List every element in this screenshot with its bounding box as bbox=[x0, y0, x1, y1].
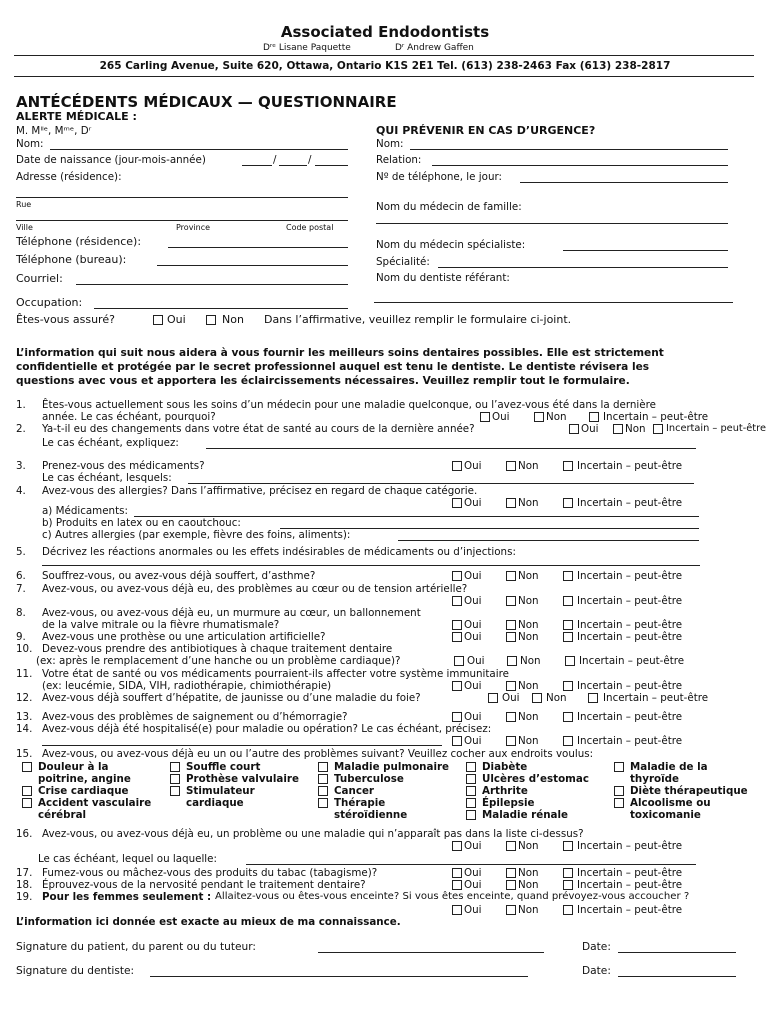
condition-label: Accident vasculaire bbox=[38, 797, 152, 809]
dob-month-field[interactable] bbox=[279, 165, 307, 166]
q6-maybe-label: Incertain – peut-être bbox=[577, 570, 683, 582]
postal-label: Code postal bbox=[286, 223, 334, 232]
dob-day-field[interactable] bbox=[242, 165, 272, 166]
q4-no-checkbox[interactable] bbox=[506, 498, 516, 508]
condition-label: toxicomanie bbox=[630, 809, 701, 821]
q16-text: Avez-vous, ou avez-vous déjà eu, un problème ou une maladie qui n’apparaît pas dans la liste ci-dessus? bbox=[42, 828, 584, 840]
q18-yes-checkbox[interactable] bbox=[452, 880, 462, 890]
q8-maybe-label: Incertain – peut-être bbox=[577, 619, 683, 631]
q16-no-label: Non bbox=[518, 840, 539, 852]
q-number: 6. bbox=[16, 570, 26, 582]
q17-text: Fumez-vous ou mâchez-vous des produits du tabac (tabagisme)? bbox=[42, 867, 378, 879]
q19-maybe-checkbox[interactable] bbox=[563, 905, 573, 915]
condition-label: Prothèse valvulaire bbox=[186, 773, 299, 785]
q4-yes-label: Oui bbox=[464, 497, 482, 509]
q19-emphasis: Pour les femmes seulement : bbox=[42, 891, 212, 903]
q5-text: Décrivez les réactions anormales ou les effets indésirables de médicaments ou d’injections: bbox=[42, 546, 516, 558]
phone-work-field[interactable] bbox=[157, 265, 348, 266]
q12-yes-checkbox[interactable] bbox=[488, 693, 498, 703]
condition-label: cardiaque bbox=[186, 797, 244, 809]
q16-maybe-label: Incertain – peut-être bbox=[577, 840, 683, 852]
q16-field[interactable] bbox=[246, 864, 696, 865]
q7-no-label: Non bbox=[518, 595, 539, 607]
dentist-signature-label: Signature du dentiste: bbox=[16, 965, 135, 977]
q5-field[interactable] bbox=[42, 565, 700, 566]
q4-text: Avez-vous des allergies? Dans l’affirmative, précisez en regard de chaque catégorie. bbox=[42, 485, 478, 497]
q17-yes-label: Oui bbox=[464, 867, 482, 879]
q1-yes-label: Oui bbox=[492, 411, 510, 423]
q3-meds-field[interactable] bbox=[188, 483, 694, 484]
q6-yes-checkbox[interactable] bbox=[452, 571, 462, 581]
patient-signature-label: Signature du patient, du parent ou du tuteur: bbox=[16, 941, 256, 953]
intro-line: questions avec vous et apportera les éclaircissements nécessaires. Veuillez remplir tout le formulaire. bbox=[16, 375, 630, 387]
condition-arthritis-checkbox[interactable] bbox=[466, 786, 476, 796]
q-number: 16. bbox=[16, 828, 33, 840]
q15-text: Avez-vous, ou avez-vous déjà eu un ou l’autre des problèmes suivant? Veuillez cocher aux endroits voulus: bbox=[42, 748, 594, 760]
q6-maybe-checkbox[interactable] bbox=[563, 571, 573, 581]
condition-label: Stimulateur bbox=[186, 785, 255, 797]
patient-date-label: Date: bbox=[582, 941, 611, 953]
q19-text: Allaitez-vous ou êtes-vous enceinte? Si vous êtes enceinte, quand prévoyez-vous accoucher ? bbox=[215, 891, 690, 902]
patient-date-field[interactable] bbox=[618, 952, 736, 953]
condition-stroke-checkbox[interactable] bbox=[22, 798, 32, 808]
q-number: 12. bbox=[16, 692, 33, 704]
condition-thyroid-checkbox[interactable] bbox=[614, 762, 624, 772]
q11-text: Votre état de santé ou vos médicaments pourraient-ils affecter votre système immunitaire bbox=[42, 668, 509, 680]
dob-label: Date de naissance (jour-mois-année) bbox=[16, 154, 206, 166]
condition-chest-pain-checkbox[interactable] bbox=[22, 762, 32, 772]
q3-yes-checkbox[interactable] bbox=[452, 461, 462, 471]
q7-maybe-checkbox[interactable] bbox=[563, 596, 573, 606]
street-label: Rue bbox=[16, 200, 32, 209]
q9-maybe-label: Incertain – peut-être bbox=[577, 631, 683, 643]
q19-yes-checkbox[interactable] bbox=[452, 905, 462, 915]
q-number: 11. bbox=[16, 668, 33, 680]
specialist-label: Nom du médecin spécialiste: bbox=[376, 239, 526, 251]
q3-text: Le cas échéant, lesquels: bbox=[42, 472, 172, 484]
day-phone-label: Nº de téléphone, le jour: bbox=[376, 171, 502, 183]
q-number: 3. bbox=[16, 460, 26, 472]
condition-shortness-breath-checkbox[interactable] bbox=[170, 762, 180, 772]
q-number: 2. bbox=[16, 423, 26, 435]
specialty-label: Spécialité: bbox=[376, 256, 430, 268]
q6-yes-label: Oui bbox=[464, 570, 482, 582]
accuracy-statement: L’information ici donnée est exacte au mieux de ma connaissance. bbox=[16, 916, 401, 928]
q1-maybe-label: Incertain – peut-être bbox=[603, 411, 709, 423]
condition-label: Douleur à la bbox=[38, 761, 109, 773]
condition-label: Diète thérapeutique bbox=[630, 785, 748, 797]
city-field[interactable] bbox=[16, 220, 348, 221]
q10-no-label: Non bbox=[520, 655, 541, 667]
family-doctor-label: Nom du médecin de famille: bbox=[376, 201, 522, 213]
q1-text: année. Le cas échéant, pourquoi? bbox=[42, 411, 216, 423]
q17-maybe-label: Incertain – peut-être bbox=[577, 867, 683, 879]
q8-text: de la valve mitrale ou la fièvre rhumatismale? bbox=[42, 619, 280, 631]
q2-yes-checkbox[interactable] bbox=[569, 424, 579, 434]
phone-home-field[interactable] bbox=[168, 247, 348, 248]
emergency-name-field[interactable] bbox=[410, 149, 728, 150]
q6-no-checkbox[interactable] bbox=[506, 571, 516, 581]
q-number: 9. bbox=[16, 631, 26, 643]
condition-heart-attack-checkbox[interactable] bbox=[22, 786, 32, 796]
q7-no-checkbox[interactable] bbox=[506, 596, 516, 606]
email-field[interactable] bbox=[76, 284, 348, 285]
address-label: Adresse (résidence): bbox=[16, 171, 122, 183]
q-number: 15. bbox=[16, 748, 33, 760]
q4-maybe-checkbox[interactable] bbox=[563, 498, 573, 508]
q-number: 10. bbox=[16, 643, 33, 655]
q-number: 5. bbox=[16, 546, 26, 558]
q2-text: Ya-t-il eu des changements dans votre état de santé au cours de la dernière année? bbox=[42, 423, 475, 435]
q3-yes-label: Oui bbox=[464, 460, 482, 472]
q17-yes-checkbox[interactable] bbox=[452, 868, 462, 878]
q3-no-label: Non bbox=[518, 460, 539, 472]
q12-maybe-label: Incertain – peut-être bbox=[603, 692, 709, 704]
q2-no-label: Non bbox=[625, 423, 646, 435]
q17-no-label: Non bbox=[518, 867, 539, 879]
q11-no-checkbox[interactable] bbox=[506, 681, 516, 691]
q10-no-checkbox[interactable] bbox=[507, 656, 517, 666]
doctor-1: Dʳᵉ Lisane Paquette bbox=[263, 43, 351, 53]
q11-maybe-checkbox[interactable] bbox=[563, 681, 573, 691]
patient-name-field[interactable] bbox=[50, 149, 348, 150]
q16-no-checkbox[interactable] bbox=[506, 841, 516, 851]
dob-separator: / bbox=[308, 154, 312, 166]
q18-text: Éprouvez-vous de la nervosité pendant le traitement dentaire? bbox=[42, 879, 366, 891]
specialty-field[interactable] bbox=[438, 267, 728, 268]
doctor-2: Dʳ Andrew Gaffen bbox=[395, 43, 474, 53]
q13-no-checkbox[interactable] bbox=[506, 712, 516, 722]
patient-name-label: Nom: bbox=[16, 138, 44, 150]
relation-label: Relation: bbox=[376, 154, 422, 166]
insured-yes-label: Oui bbox=[167, 313, 186, 326]
q18-no-checkbox[interactable] bbox=[506, 880, 516, 890]
street-field[interactable] bbox=[16, 197, 348, 198]
q1-maybe-checkbox[interactable] bbox=[589, 412, 599, 422]
insured-no-label: Non bbox=[222, 313, 244, 326]
condition-pacemaker-checkbox[interactable] bbox=[170, 786, 180, 796]
condition-label: stéroïdienne bbox=[334, 809, 408, 821]
q-number: 19. bbox=[16, 891, 33, 903]
ref-dentist-label: Nom du dentiste référant: bbox=[376, 272, 510, 284]
q18-no-label: Non bbox=[518, 879, 539, 891]
q4-latex-label: b) Produits en latex ou en caoutchouc: bbox=[42, 517, 241, 529]
q6-no-label: Non bbox=[518, 570, 539, 582]
q8-text: Avez-vous, ou avez-vous déjà eu, un murmure au cœur, un ballonnement bbox=[42, 607, 421, 619]
page-title: ANTÉCÉDENTS MÉDICAUX — QUESTIONNAIRE bbox=[16, 93, 397, 111]
condition-diabetes-checkbox[interactable] bbox=[466, 762, 476, 772]
phone-work-label: Téléphone (bureau): bbox=[16, 253, 127, 266]
condition-epilepsy-checkbox[interactable] bbox=[466, 798, 476, 808]
q14-text: Avez-vous déjà été hospitalisé(e) pour maladie ou opération? Le cas échéant, précisez: bbox=[42, 723, 492, 735]
condition-addiction-checkbox[interactable] bbox=[614, 798, 624, 808]
q8-no-checkbox[interactable] bbox=[506, 620, 516, 630]
dob-year-field[interactable] bbox=[315, 165, 348, 166]
q4-meds-label: a) Médicaments: bbox=[42, 505, 128, 517]
q7-maybe-label: Incertain – peut-être bbox=[577, 595, 683, 607]
q12-no-label: Non bbox=[546, 692, 567, 704]
q14-maybe-label: Incertain – peut-être bbox=[577, 735, 683, 747]
q14-maybe-checkbox[interactable] bbox=[563, 736, 573, 746]
q2-no-checkbox[interactable] bbox=[613, 424, 623, 434]
q17-no-checkbox[interactable] bbox=[506, 868, 516, 878]
phone-home-label: Téléphone (résidence): bbox=[16, 235, 142, 248]
q1-no-label: Non bbox=[546, 411, 567, 423]
q13-yes-checkbox[interactable] bbox=[452, 712, 462, 722]
condition-lung-disease-checkbox[interactable] bbox=[318, 762, 328, 772]
q14-yes-checkbox[interactable] bbox=[452, 736, 462, 746]
condition-label: Crise cardiaque bbox=[38, 785, 129, 797]
specialist-field[interactable] bbox=[563, 250, 728, 251]
condition-stomach-ulcers-checkbox[interactable] bbox=[466, 774, 476, 784]
q14-yes-label: Oui bbox=[464, 735, 482, 747]
condition-valve-prosthesis-checkbox[interactable] bbox=[170, 774, 180, 784]
q19-yes-label: Oui bbox=[464, 904, 482, 916]
q-number: 13. bbox=[16, 711, 33, 723]
q11-text: (ex: leucémie, SIDA, VIH, radiothérapie, chimiothérapie) bbox=[42, 680, 332, 692]
insured-yes-checkbox[interactable] bbox=[153, 315, 163, 325]
q10-yes-checkbox[interactable] bbox=[454, 656, 464, 666]
q-number: 18. bbox=[16, 879, 33, 891]
q10-yes-label: Oui bbox=[467, 655, 485, 667]
q2-maybe-checkbox[interactable] bbox=[653, 424, 663, 434]
q-number: 14. bbox=[16, 723, 33, 735]
condition-therapeutic-diet-checkbox[interactable] bbox=[614, 786, 624, 796]
q9-no-label: Non bbox=[518, 631, 539, 643]
q4-other-label: c) Autres allergies (par exemple, fièvre des foins, aliments): bbox=[42, 529, 351, 541]
condition-kidney-disease-checkbox[interactable] bbox=[466, 810, 476, 820]
condition-label: Tuberculose bbox=[334, 773, 404, 785]
q14-no-checkbox[interactable] bbox=[506, 736, 516, 746]
q10-maybe-label: Incertain – peut-être bbox=[579, 655, 685, 667]
q-number: 7. bbox=[16, 583, 26, 595]
intro-line: L’information qui suit nous aidera à vous fournir les meilleurs soins dentaires possibles. Elle est strictement bbox=[16, 347, 664, 359]
q11-no-label: Non bbox=[518, 680, 539, 692]
dentist-date-label: Date: bbox=[582, 965, 611, 977]
q19-no-label: Non bbox=[518, 904, 539, 916]
condition-label: cérébral bbox=[38, 809, 87, 821]
q1-yes-checkbox[interactable] bbox=[480, 412, 490, 422]
emergency-title: QUI PRÉVENIR EN CAS D’URGENCE? bbox=[376, 124, 596, 137]
q3-text: Prenez-vous des médicaments? bbox=[42, 460, 205, 472]
q13-maybe-label: Incertain – peut-être bbox=[577, 711, 683, 723]
day-phone-field[interactable] bbox=[520, 182, 728, 183]
city-label: Ville bbox=[16, 223, 33, 232]
condition-cancer-checkbox[interactable] bbox=[318, 786, 328, 796]
q4-yes-checkbox[interactable] bbox=[452, 498, 462, 508]
insured-note: Dans l’affirmative, veuillez remplir le formulaire ci-joint. bbox=[264, 313, 572, 326]
q16-yes-checkbox[interactable] bbox=[452, 841, 462, 851]
q12-text: Avez-vous déjà souffert d’hépatite, de jaunisse ou d’une maladie du foie? bbox=[42, 692, 421, 704]
occupation-field[interactable] bbox=[94, 308, 348, 309]
q12-yes-label: Oui bbox=[502, 692, 520, 704]
relation-field[interactable] bbox=[432, 165, 728, 166]
condition-label: Cancer bbox=[334, 785, 375, 797]
q16-text: Le cas échéant, lequel ou laquelle: bbox=[38, 853, 217, 865]
q18-yes-label: Oui bbox=[464, 879, 482, 891]
intro-line: confidentielle et protégée par le secret professionnel auquel est tenu le dentiste. Le dentiste révisera les bbox=[16, 361, 650, 373]
q4-no-label: Non bbox=[518, 497, 539, 509]
q14-no-label: Non bbox=[518, 735, 539, 747]
q7-text: Avez-vous, ou avez-vous déjà eu, des problèmes au cœur ou de tension artérielle? bbox=[42, 583, 468, 595]
q3-maybe-checkbox[interactable] bbox=[563, 461, 573, 471]
q11-yes-label: Oui bbox=[464, 680, 482, 692]
q9-maybe-checkbox[interactable] bbox=[563, 632, 573, 642]
q12-maybe-checkbox[interactable] bbox=[588, 693, 598, 703]
q17-maybe-checkbox[interactable] bbox=[563, 868, 573, 878]
q-number: 17. bbox=[16, 867, 33, 879]
header-rule-bottom bbox=[14, 76, 754, 77]
insured-no-checkbox[interactable] bbox=[206, 315, 216, 325]
q11-maybe-label: Incertain – peut-être bbox=[577, 680, 683, 692]
province-label: Province bbox=[176, 223, 211, 232]
q8-yes-checkbox[interactable] bbox=[452, 620, 462, 630]
practice-name: Associated Endodontists bbox=[280, 23, 490, 41]
medical-alert: ALERTE MÉDICALE : bbox=[16, 110, 137, 123]
dentist-signature-field[interactable] bbox=[150, 976, 528, 977]
q2-yes-label: Oui bbox=[581, 423, 599, 435]
q9-no-checkbox[interactable] bbox=[506, 632, 516, 642]
q16-yes-label: Oui bbox=[464, 840, 482, 852]
ref-dentist-field[interactable] bbox=[374, 302, 733, 303]
condition-label: Maladie rénale bbox=[482, 809, 568, 821]
condition-label: Maladie pulmonaire bbox=[334, 761, 450, 773]
q1-no-checkbox[interactable] bbox=[534, 412, 544, 422]
q3-maybe-label: Incertain – peut-être bbox=[577, 460, 683, 472]
condition-tuberculosis-checkbox[interactable] bbox=[318, 774, 328, 784]
q19-maybe-label: Incertain – peut-être bbox=[577, 904, 683, 916]
q10-text: (ex: après le remplacement d’une hanche ou un problème cardiaque)? bbox=[36, 655, 401, 667]
emergency-name-label: Nom: bbox=[376, 138, 404, 150]
q8-no-label: Non bbox=[518, 619, 539, 631]
patient-signature-field[interactable] bbox=[318, 952, 544, 953]
q10-maybe-checkbox[interactable] bbox=[565, 656, 575, 666]
condition-label: Maladie de la bbox=[630, 761, 708, 773]
practice-address: 265 Carling Avenue, Suite 620, Ottawa, Ontario K1S 2E1 Tel. (613) 238-2463 Fax (613) 238-2817 bbox=[99, 60, 671, 72]
insured-label: Êtes-vous assuré? bbox=[16, 313, 115, 326]
email-label: Courriel: bbox=[16, 272, 63, 285]
condition-label: Thérapie bbox=[334, 797, 386, 809]
q4-other-field[interactable] bbox=[398, 540, 699, 541]
q2-maybe-label: Incertain – peut-être bbox=[666, 423, 766, 434]
condition-label: thyroïde bbox=[630, 773, 680, 785]
q18-maybe-label: Incertain – peut-être bbox=[577, 879, 683, 891]
q9-text: Avez-vous une prothèse ou une articulation artificielle? bbox=[42, 631, 326, 643]
q13-no-label: Non bbox=[518, 711, 539, 723]
q10-text: Devez-vous prendre des antibiotiques à chaque traitement dentaire bbox=[42, 643, 393, 655]
q8-yes-label: Oui bbox=[464, 619, 482, 631]
condition-label: Arthrite bbox=[482, 785, 528, 797]
q1-text: Êtes-vous actuellement sous les soins d’un médecin pour une maladie quelconque, ou l’avez-vous été dans la dernière bbox=[42, 399, 656, 411]
condition-label: Épilepsie bbox=[482, 797, 535, 809]
q7-yes-label: Oui bbox=[464, 595, 482, 607]
q14-field[interactable] bbox=[42, 745, 442, 746]
occupation-label: Occupation: bbox=[16, 296, 83, 309]
q-number: 1. bbox=[16, 399, 26, 411]
condition-label: Ulcères d’estomac bbox=[482, 773, 589, 785]
q16-maybe-checkbox[interactable] bbox=[563, 841, 573, 851]
header-rule-top bbox=[14, 55, 754, 56]
condition-label: Alcoolisme ou bbox=[630, 797, 711, 809]
q7-yes-checkbox[interactable] bbox=[452, 596, 462, 606]
q11-yes-checkbox[interactable] bbox=[452, 681, 462, 691]
q-number: 8. bbox=[16, 607, 26, 619]
family-doctor-field[interactable] bbox=[376, 223, 728, 224]
q13-yes-label: Oui bbox=[464, 711, 482, 723]
q12-no-checkbox[interactable] bbox=[532, 693, 542, 703]
q2-text: Le cas échéant, expliquez: bbox=[42, 437, 179, 449]
dob-separator: / bbox=[273, 154, 277, 166]
q19-no-checkbox[interactable] bbox=[506, 905, 516, 915]
q4-maybe-label: Incertain – peut-être bbox=[577, 497, 683, 509]
q-number: 4. bbox=[16, 485, 26, 497]
q13-maybe-checkbox[interactable] bbox=[563, 712, 573, 722]
q13-text: Avez-vous des problèmes de saignement ou d’hémorragie? bbox=[42, 711, 348, 723]
q18-maybe-checkbox[interactable] bbox=[563, 880, 573, 890]
q9-yes-label: Oui bbox=[464, 631, 482, 643]
condition-steroid-therapy-checkbox[interactable] bbox=[318, 798, 328, 808]
condition-label: Souffle court bbox=[186, 761, 261, 773]
q9-yes-checkbox[interactable] bbox=[452, 632, 462, 642]
salutation: M. Mˡˡᵉ, Mᵐᵉ, Dʳ bbox=[16, 125, 92, 137]
q8-maybe-checkbox[interactable] bbox=[563, 620, 573, 630]
q2-explain-field[interactable] bbox=[206, 448, 696, 449]
q3-no-checkbox[interactable] bbox=[506, 461, 516, 471]
condition-label: Diabète bbox=[482, 761, 528, 773]
condition-label: poitrine, angine bbox=[38, 773, 131, 785]
q6-text: Souffrez-vous, ou avez-vous déjà souffert, d’asthme? bbox=[42, 570, 316, 582]
dentist-date-field[interactable] bbox=[618, 976, 736, 977]
